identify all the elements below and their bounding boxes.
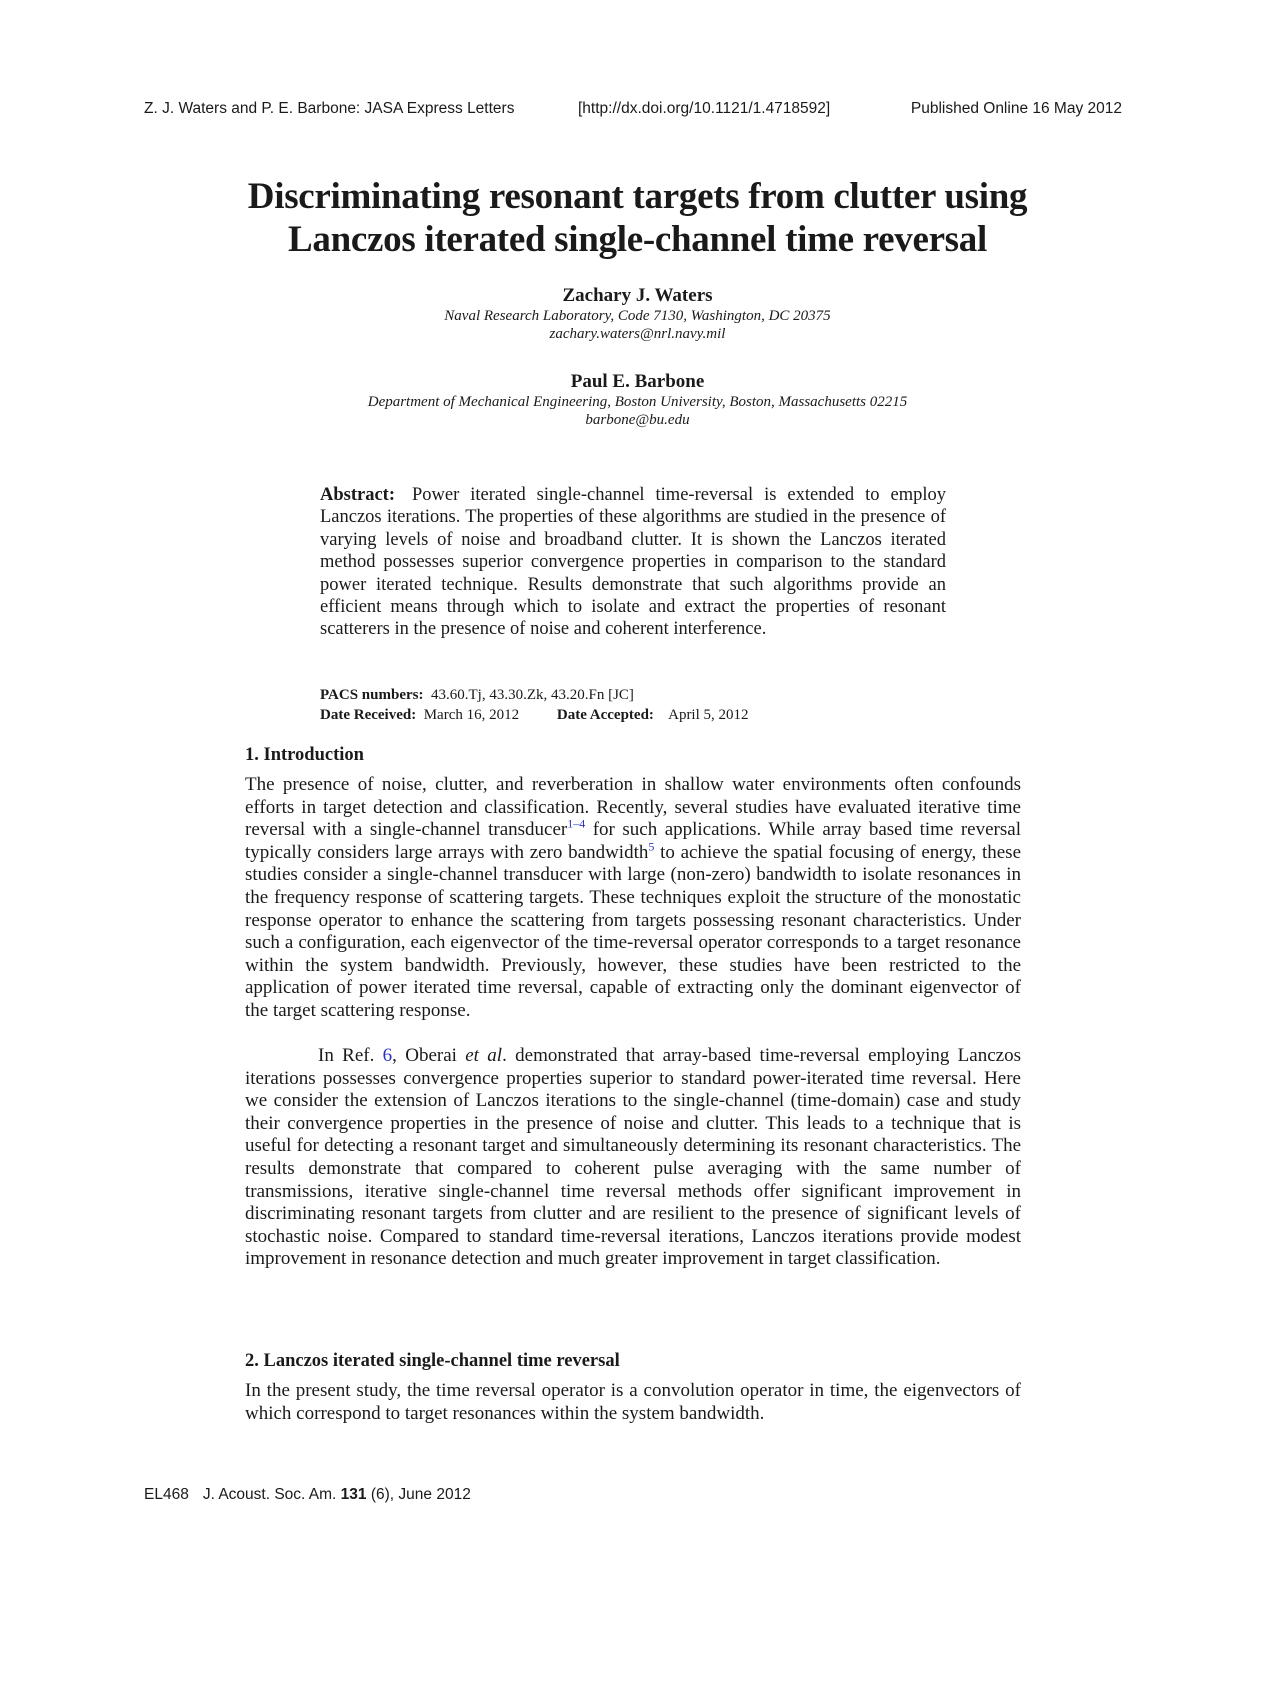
paper-title	[0, 175, 1275, 261]
header-published-date: Published Online 16 May 2012	[910, 100, 1122, 117]
paragraph-text: for such applications. While array based time reversal typically considers large arrays with zero bandwidth	[245, 819, 1021, 863]
author-email[interactable]: barbone@bu.edu	[585, 412, 690, 428]
title-line-2: Lanczos iterated single-channel time reversal	[288, 219, 987, 260]
section-2-paragraph-1: In the present study, the time reversal operator is a convolution operator in time, the eigenvectors of which correspond to target resonances within the system bandwidth.	[245, 1380, 1021, 1424]
intro-paragraph-2	[245, 1045, 1021, 1271]
pacs-numbers	[320, 686, 946, 704]
section-heading-introduction: 1. Introduction	[245, 745, 364, 765]
page-number: EL468	[144, 1486, 189, 1503]
citation-link[interactable]: 6	[382, 1045, 393, 1066]
pacs-value: 43.60.Tj, 43.30.Zk, 43.20.Fn [JC]	[430, 687, 634, 703]
journal-volume: 131	[340, 1486, 367, 1503]
page-footer	[144, 1486, 471, 1504]
paragraph-text: to achieve the spatial focusing of energy, these studies consider a single-channel transducer with large (non-zero) bandwidth to isolate resonances in the frequency response of scattering targets. These techniques exploit the structure of the monostatic response operator to enhance the scattering from targets possessing resonant characteristics. Under such a configuration, each eigenvector of the time-reversal operator corresponds to a target resonance within the system bandwidth. Previously, however, these studies have been restricted to the application of power iterated time reversal, capable of extracting only the dominant eigenvector of the target scattering response.	[245, 841, 1021, 1021]
running-header	[144, 100, 1122, 124]
et-al-text: et al	[465, 1045, 503, 1066]
author-name: Paul E. Barbone	[570, 371, 705, 392]
accepted-label: Date Accepted:	[556, 707, 654, 723]
abstract	[320, 484, 946, 641]
paragraph-text: , Oberai	[392, 1045, 466, 1066]
intro-paragraph-1	[245, 774, 1021, 1023]
dates-line	[320, 706, 946, 724]
header-authors: Z. J. Waters and P. E. Barbone: JASA Express Letters	[144, 100, 515, 117]
author-email[interactable]: zachary.waters@nrl.navy.mil	[549, 326, 726, 342]
header-doi-link[interactable]: [http://dx.doi.org/10.1121/1.4718592]	[578, 100, 831, 117]
author-affiliation: Naval Research Laboratory, Code 7130, Washington, DC 20375	[444, 308, 831, 324]
pacs-label: PACS numbers:	[320, 687, 424, 703]
paragraph-text: The presence of noise, clutter, and reverberation in shallow water environments often confounds efforts in target detection and classification. Recently, several studies have evaluated iterative time reversal with a single-channel transducer	[245, 774, 1021, 841]
abstract-text: Power iterated single-channel time-reversal is extended to employ Lanczos iterations. The properties of these algorithms are studied in the presence of varying levels of noise and broadband clutter. It is shown the Lanczos iterated method possesses superior convergence properties in comparison to the standard power iterated technique. Results demonstrate that such algorithms provide an efficient means through which to isolate and extract the properties of resonant scatterers in the presence of noise and coherent interference.	[320, 485, 946, 640]
journal-issue-date: (6), June 2012	[366, 1486, 471, 1503]
received-label: Date Received:	[320, 707, 417, 723]
author-block	[0, 371, 1275, 429]
received-value: March 16, 2012	[423, 707, 520, 723]
paragraph-text: . demonstrated that array-based time-reversal employing Lanczos iterations possesses convergence properties superior to standard power-iterated time reversal. Here we consider the extension of Lanczos iterations to the single-channel (time-domain) case and study their convergence properties in the presence of noise and clutter. This leads to a technique that is useful for detecting a resonant target and simultaneously determining its resonant characteristics. The results demonstrate that compared to coherent pulse averaging with the same number of transmissions, iterative single-channel time reversal methods offer significant improvement in discriminating resonant targets from clutter and are resilient to the presence of significant levels of stochastic noise. Compared to standard time-reversal iterations, Lanczos iterations provide modest improvement in resonance detection and much greater improvement in target classification.	[245, 1045, 1021, 1270]
author-block	[0, 285, 1275, 343]
title-line-1: Discriminating resonant targets from clutter using	[247, 176, 1028, 217]
author-affiliation: Department of Mechanical Engineering, Boston University, Boston, Massachusetts 02215	[367, 394, 908, 410]
abstract-label: Abstract:	[320, 485, 396, 505]
section-heading-lanczos: 2. Lanczos iterated single-channel time reversal	[245, 1351, 620, 1371]
citation-link[interactable]: 5	[648, 839, 655, 854]
journal-name: J. Acoust. Soc. Am.	[202, 1486, 341, 1503]
accepted-value: April 5, 2012	[668, 707, 749, 723]
paragraph-text: In Ref.	[318, 1045, 383, 1066]
author-name: Zachary J. Waters	[562, 285, 713, 306]
citation-link[interactable]: 1–4	[567, 816, 586, 831]
